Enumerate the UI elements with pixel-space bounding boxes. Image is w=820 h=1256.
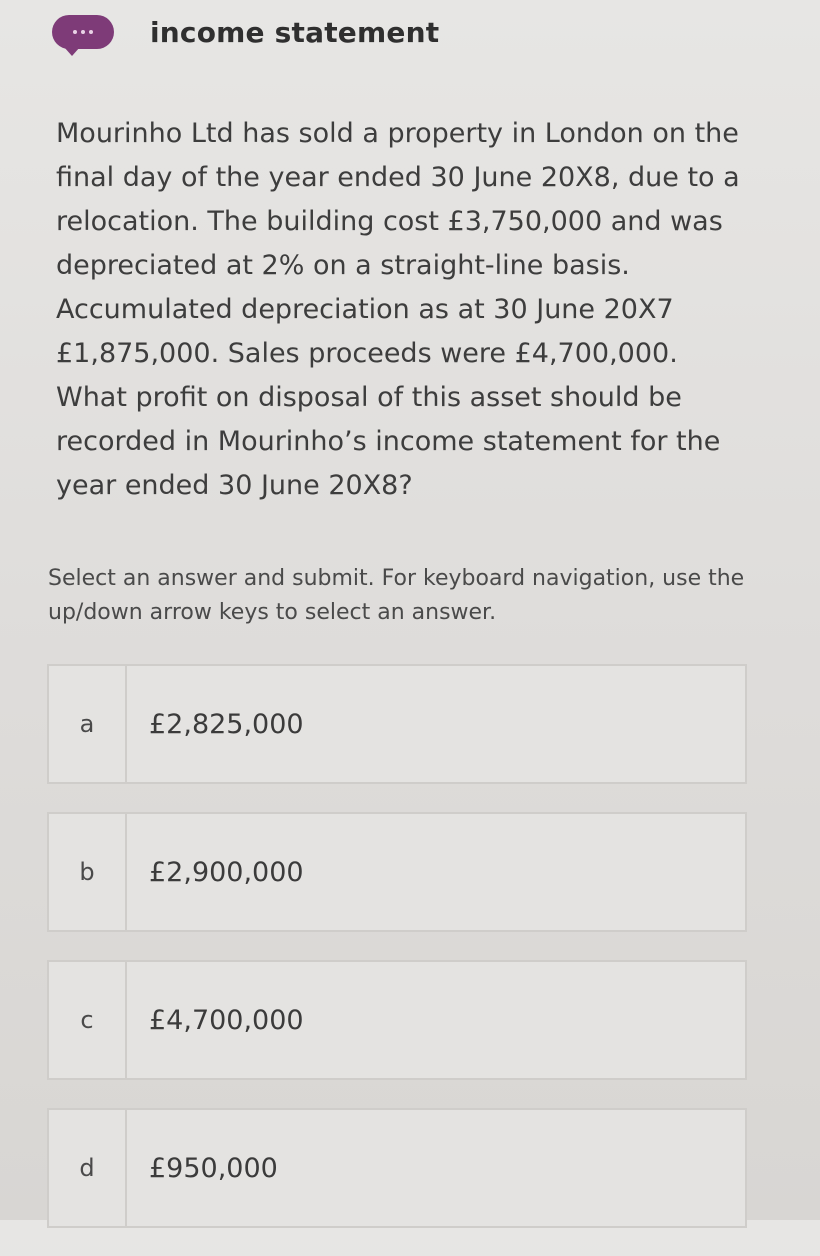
answer-letter: d — [49, 1110, 127, 1226]
dot — [73, 30, 77, 34]
header — [52, 12, 439, 52]
page-title: income statement — [150, 15, 440, 49]
answer-letter: a — [49, 666, 127, 782]
answer-value: £2,825,000 — [149, 708, 304, 740]
answer-list — [47, 664, 747, 1256]
answer-option-b[interactable] — [47, 812, 747, 932]
answer-option-d[interactable] — [47, 1108, 747, 1228]
instructions-text: Select an answer and submit. For keyboard navigation, use the up/down arrow keys to select an answer. — [48, 566, 745, 625]
answer-value: £4,700,000 — [149, 1004, 304, 1036]
answer-option-c[interactable] — [47, 960, 747, 1080]
dot — [81, 30, 85, 34]
question-text: Mourinho Ltd has sold a property in London on the final day of the year ended 30 June 20X8, due to a relocation. The building cost £3,750,000 and was depreciated at 2% on a straight-line basis. Accumulated depreciation as at 30 June 20X7 £1,875,000. Sales proceeds were £4,700,000. What profit on disposal of this asset should be recorded in Mourinho’s income statement for the year ended 30 June 20X8? — [56, 118, 740, 501]
answer-letter: c — [49, 962, 127, 1078]
chat-bubble-icon — [52, 15, 114, 49]
answer-value: £2,900,000 — [149, 856, 304, 888]
answer-value: £950,000 — [149, 1152, 278, 1184]
answer-option-a[interactable] — [47, 664, 747, 784]
answer-letter: b — [49, 814, 127, 930]
dot — [89, 30, 93, 34]
